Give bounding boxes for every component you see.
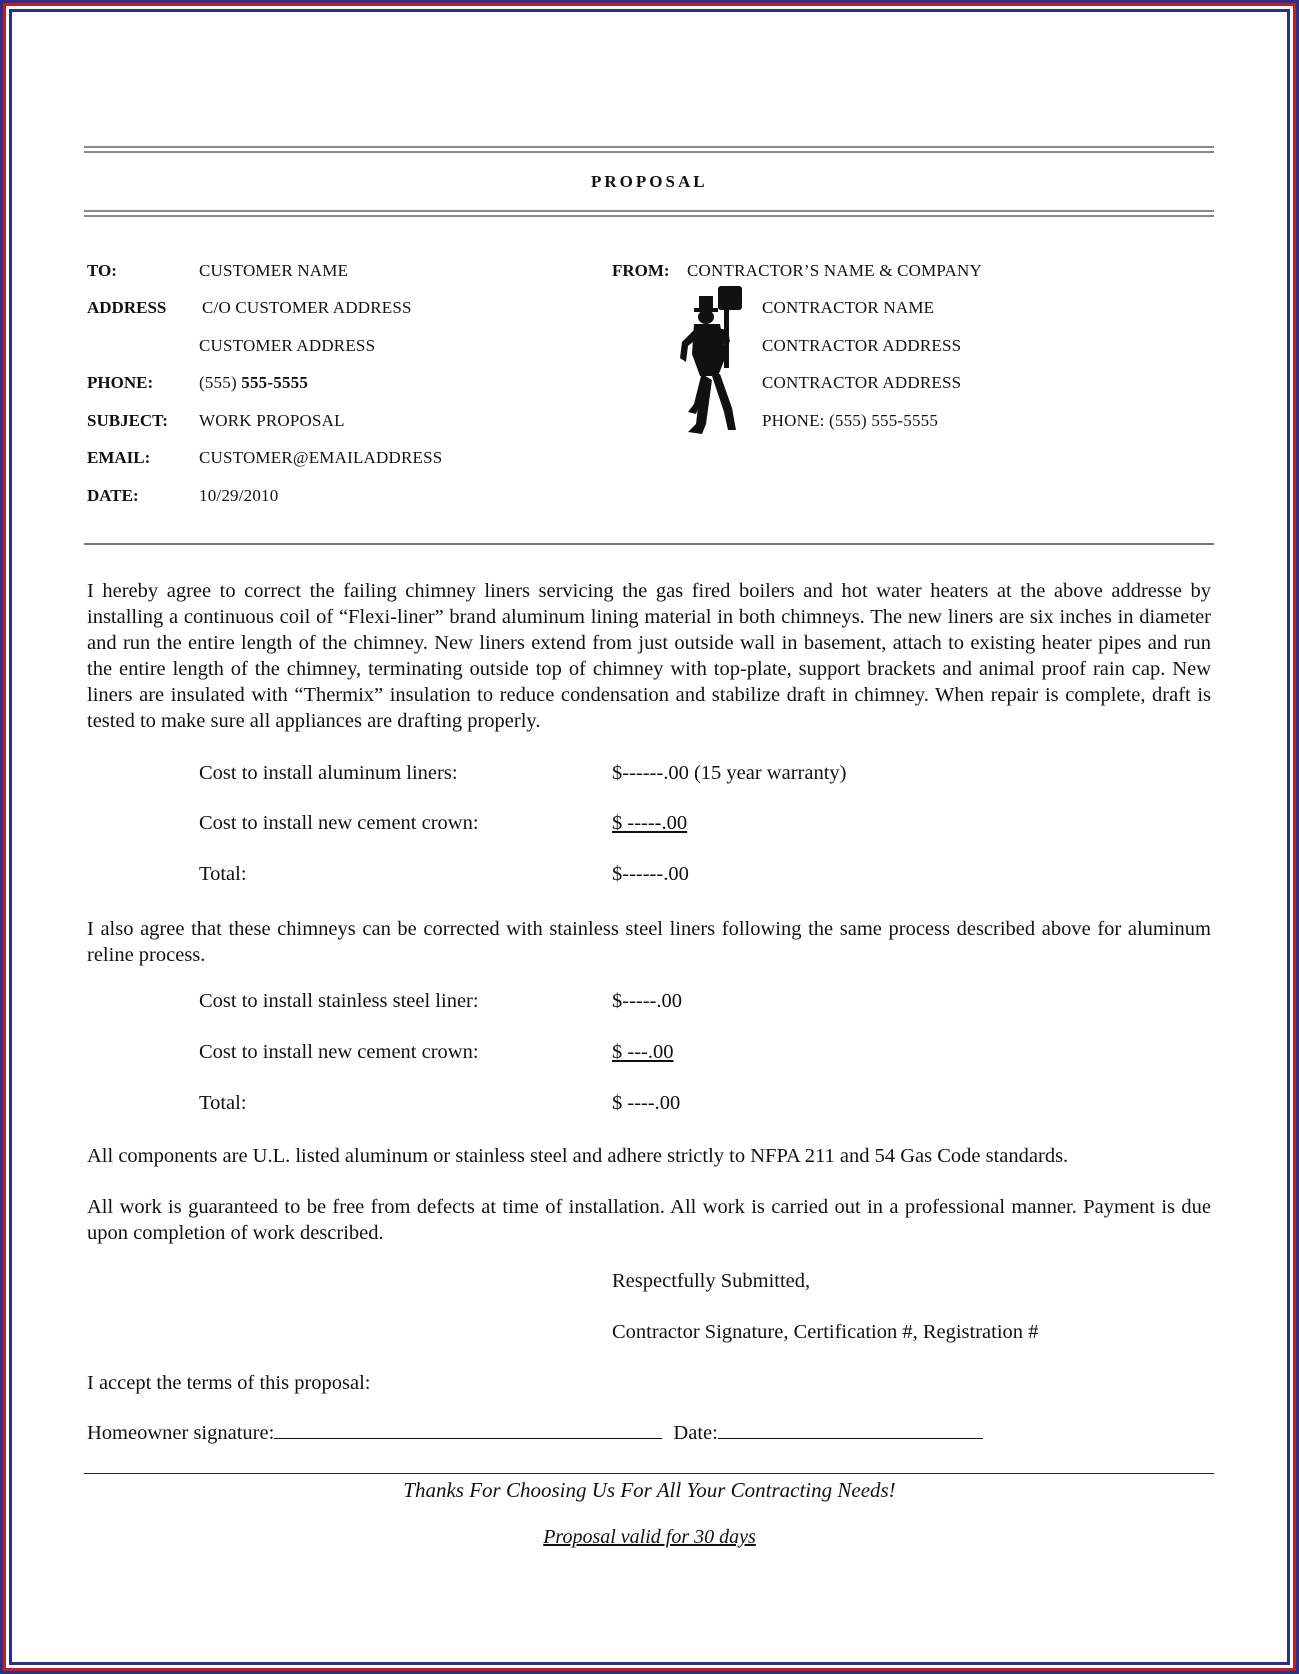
signature-date-field[interactable]: [718, 1420, 983, 1439]
cost-value: $-----.00: [612, 990, 683, 1012]
cost-label: Total:: [199, 1092, 247, 1114]
footer-valid: Proposal valid for 30 days: [543, 1526, 756, 1548]
cost-label: Cost to install new cement crown:: [199, 1041, 479, 1063]
cost-label: Total:: [199, 863, 247, 885]
customer-email: CUSTOMER@EMAILADDRESS: [199, 448, 443, 467]
cost-value: $ ---.00: [612, 1041, 674, 1063]
contractor-address-2: CONTRACTOR ADDRESS: [762, 373, 962, 392]
cost-value: $------.00: [612, 863, 689, 885]
phone-area: (555): [199, 373, 237, 392]
contractor-company: CONTRACTOR’S NAME & COMPANY: [687, 261, 982, 280]
top-double-rule: [84, 146, 1214, 153]
email-label: EMAIL:: [87, 448, 151, 467]
from-label: FROM:: [612, 261, 670, 280]
subject-label: SUBJECT:: [87, 411, 168, 430]
title-double-rule: [84, 210, 1214, 217]
cost-label: Cost to install new cement crown:: [199, 812, 479, 834]
homeowner-signature-row: [87, 1420, 983, 1445]
to-label: TO:: [87, 261, 117, 280]
cost-label: Cost to install stainless steel liner:: [199, 990, 479, 1012]
subject-value: WORK PROPOSAL: [199, 411, 345, 430]
chimney-sweep-silhouette-icon: [672, 284, 748, 448]
page-title: PROPOSAL: [591, 172, 708, 191]
cost-value: $ ----.00: [612, 1092, 681, 1114]
stainless-paragraph: I also agree that these chimneys can be corrected with stainless steel liners following the same process described above for aluminum reline process.: [87, 918, 1211, 966]
contractor-name: CONTRACTOR NAME: [762, 298, 935, 317]
components-paragraph: All components are U.L. listed aluminum or stainless steel and adhere strictly to NFPA 211 and 54 Gas Code standards.: [87, 1145, 1069, 1167]
cost-value: $------.00 (15 year warranty): [612, 762, 847, 784]
customer-address-line2: CUSTOMER ADDRESS: [199, 336, 376, 355]
header-divider: [84, 543, 1214, 545]
homeowner-signature-field[interactable]: [274, 1420, 662, 1439]
cost-label: Cost to install aluminum liners:: [199, 762, 458, 784]
accept-terms: I accept the terms of this proposal:: [87, 1372, 371, 1394]
cost-value: $ -----.00: [612, 812, 688, 834]
customer-phone: [199, 373, 308, 393]
footer-thanks: Thanks For Choosing Us For All Your Contracting Needs!: [403, 1478, 896, 1502]
phone-label: PHONE:: [87, 373, 154, 392]
footer-rule: [84, 1473, 1214, 1474]
customer-name: CUSTOMER NAME: [199, 261, 349, 280]
contractor-signature-line: Contractor Signature, Certification #, Registration #: [612, 1321, 1039, 1343]
phone-number: 555-5555: [241, 373, 309, 392]
guarantee-paragraph: All work is guaranteed to be free from defects at time of installation. All work is carried out in a professional manner. Payment is due upon completion of work described.: [87, 1196, 1211, 1244]
contractor-address-1: CONTRACTOR ADDRESS: [762, 336, 962, 355]
proposal-date: 10/29/2010: [199, 486, 279, 505]
respectfully-submitted: Respectfully Submitted,: [612, 1270, 811, 1292]
contractor-phone: PHONE: (555) 555-5555: [762, 411, 939, 430]
signature-date-label: Date:: [673, 1422, 718, 1444]
address-label: ADDRESS: [87, 298, 167, 317]
scope-paragraph: I hereby agree to correct the failing chimney liners servicing the gas fired boilers and hot water heaters at the above addresse by installing a continuous coil of “Flexi-liner” brand aluminum lining material in both chimneys. The new liners are six inches in diameter and run the entire length of the chimney. New liners extend from just outside wall in basement, attach to existing heater pipes and run the entire length of the chimney, terminating outside top of chimney with top-plate, support brackets and animal proof rain cap. New liners are insulated with “Thermix” insulation to reduce condensation and stabilize draft in chimney. When repair is complete, draft is tested to make sure all appliances are drafting properly.: [87, 580, 1211, 732]
homeowner-signature-label: Homeowner signature:: [87, 1422, 275, 1444]
date-label: DATE:: [87, 486, 139, 505]
customer-address-line1: C/O CUSTOMER ADDRESS: [202, 298, 412, 317]
